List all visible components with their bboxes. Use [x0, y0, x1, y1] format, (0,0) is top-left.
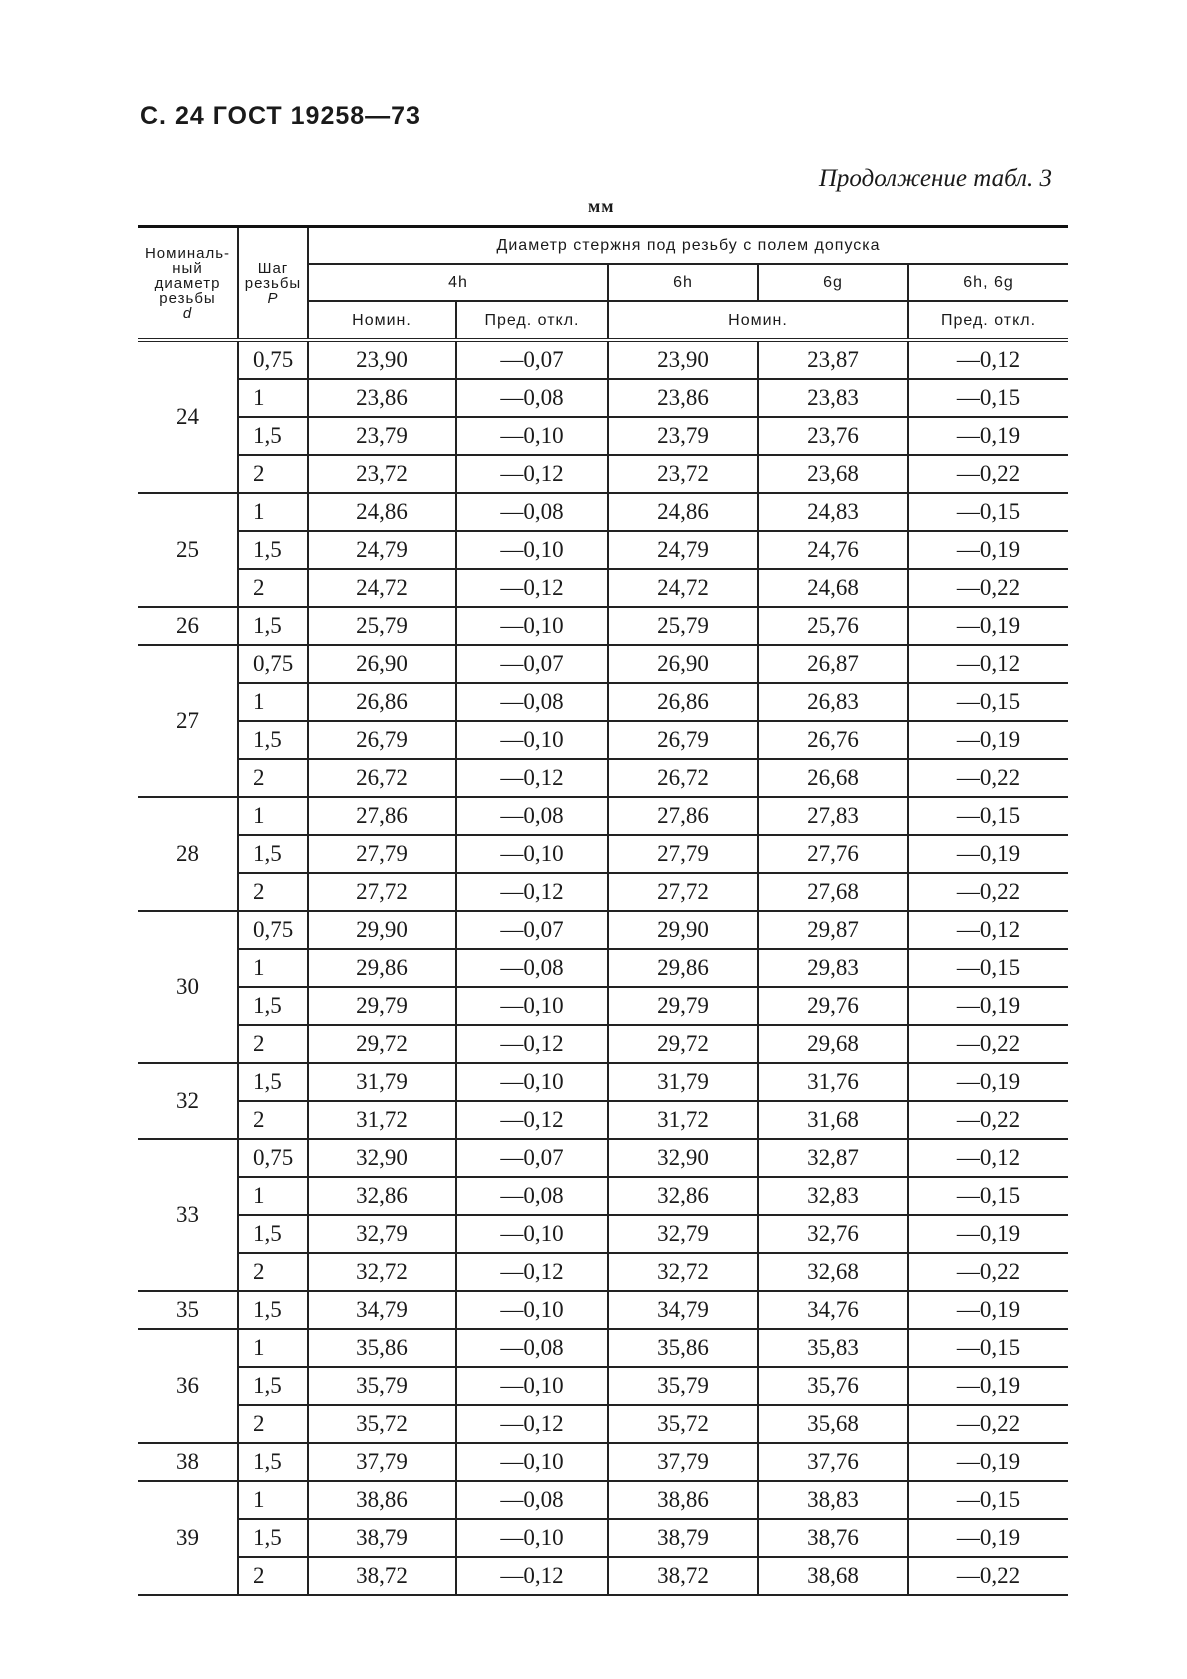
cell-nomin-6h: 35,86 [608, 1329, 758, 1367]
cell-nomin-6g: 34,76 [758, 1291, 908, 1329]
cell-nomin-6g: 32,68 [758, 1253, 908, 1291]
cell-nomin-6h: 26,72 [608, 759, 758, 797]
cell-nomin-6h: 23,86 [608, 379, 758, 417]
cell-pitch: 0,75 [238, 911, 308, 949]
thread-diameter-table-wrap [138, 225, 1068, 1596]
cell-dev-6: —0,22 [908, 759, 1068, 797]
table-row [138, 340, 1068, 379]
header-nominal-diameter-line2: ный [172, 259, 203, 277]
cell-dev-6: —0,19 [908, 1367, 1068, 1405]
header-pitch-symbol: P [267, 289, 279, 307]
header-dev-4h: Пред. откл. [456, 301, 608, 340]
cell-nomin-6h: 32,86 [608, 1177, 758, 1215]
header-nominal-diameter-line3: диаметр [154, 274, 221, 292]
cell-dev-6: —0,19 [908, 531, 1068, 569]
cell-pitch: 1,5 [238, 1291, 308, 1329]
cell-nomin-6h: 32,79 [608, 1215, 758, 1253]
cell-nomin-4h: 24,86 [308, 493, 456, 531]
cell-nomin-6h: 24,86 [608, 493, 758, 531]
cell-dev-6: —0,22 [908, 1101, 1068, 1139]
cell-dev-4h: —0,12 [456, 873, 608, 911]
cell-dev-4h: —0,07 [456, 340, 608, 379]
cell-nomin-4h: 23,79 [308, 417, 456, 455]
cell-nomin-4h: 27,86 [308, 797, 456, 835]
cell-nomin-6g: 26,83 [758, 683, 908, 721]
cell-nomin-6h: 27,79 [608, 835, 758, 873]
header-nomin-6h-6g: Номин. [608, 301, 908, 340]
cell-nominal-diameter: 26 [138, 607, 238, 645]
thread-diameter-table [138, 225, 1068, 1596]
cell-nomin-6g: 32,76 [758, 1215, 908, 1253]
cell-pitch: 1,5 [238, 1519, 308, 1557]
cell-nominal-diameter: 28 [138, 797, 238, 911]
cell-nomin-6h: 38,79 [608, 1519, 758, 1557]
cell-nomin-4h: 32,79 [308, 1215, 456, 1253]
cell-dev-6: —0,15 [908, 797, 1068, 835]
cell-pitch: 1,5 [238, 1063, 308, 1101]
cell-nomin-4h: 29,79 [308, 987, 456, 1025]
cell-dev-4h: —0,07 [456, 645, 608, 683]
cell-dev-6: —0,15 [908, 379, 1068, 417]
table-row [138, 797, 1068, 835]
cell-dev-4h: —0,08 [456, 683, 608, 721]
cell-nomin-4h: 31,72 [308, 1101, 456, 1139]
cell-dev-6: —0,19 [908, 1519, 1068, 1557]
cell-dev-4h: —0,08 [456, 379, 608, 417]
cell-dev-4h: —0,10 [456, 1291, 608, 1329]
cell-dev-4h: —0,12 [456, 759, 608, 797]
cell-dev-6: —0,19 [908, 607, 1068, 645]
cell-nomin-4h: 23,86 [308, 379, 456, 417]
cell-nomin-4h: 24,72 [308, 569, 456, 607]
cell-nomin-6g: 35,83 [758, 1329, 908, 1367]
cell-nomin-6h: 32,90 [608, 1139, 758, 1177]
cell-dev-4h: —0,10 [456, 1519, 608, 1557]
cell-pitch: 0,75 [238, 340, 308, 379]
cell-pitch: 1,5 [238, 1215, 308, 1253]
cell-dev-6: —0,15 [908, 949, 1068, 987]
cell-dev-4h: —0,10 [456, 1215, 608, 1253]
header-pitch-line2: резьбы [244, 274, 302, 292]
cell-nomin-6h: 26,79 [608, 721, 758, 759]
cell-nomin-6g: 24,68 [758, 569, 908, 607]
cell-pitch: 1 [238, 683, 308, 721]
cell-nomin-6g: 25,76 [758, 607, 908, 645]
cell-nomin-4h: 35,72 [308, 1405, 456, 1443]
cell-dev-6: —0,19 [908, 721, 1068, 759]
cell-pitch: 1,5 [238, 417, 308, 455]
cell-nomin-6g: 23,76 [758, 417, 908, 455]
cell-dev-4h: —0,08 [456, 1481, 608, 1519]
cell-nomin-6g: 32,87 [758, 1139, 908, 1177]
cell-dev-6: —0,19 [908, 417, 1068, 455]
cell-dev-6: —0,22 [908, 1557, 1068, 1595]
cell-nominal-diameter: 27 [138, 645, 238, 797]
cell-nomin-6h: 23,72 [608, 455, 758, 493]
cell-nomin-6g: 24,76 [758, 531, 908, 569]
cell-nomin-6h: 26,90 [608, 645, 758, 683]
cell-pitch: 1,5 [238, 721, 308, 759]
cell-pitch: 2 [238, 759, 308, 797]
cell-nomin-6h: 32,72 [608, 1253, 758, 1291]
cell-pitch: 2 [238, 1405, 308, 1443]
table-row [138, 1519, 1068, 1557]
table-row [138, 417, 1068, 455]
table-continuation-caption: Продолжение табл. 3 [818, 165, 1052, 192]
cell-nomin-4h: 26,79 [308, 721, 456, 759]
table-row [138, 569, 1068, 607]
cell-nomin-6h: 29,72 [608, 1025, 758, 1063]
cell-dev-4h: —0,12 [456, 455, 608, 493]
cell-dev-6: —0,19 [908, 1443, 1068, 1481]
cell-dev-4h: —0,10 [456, 987, 608, 1025]
cell-dev-4h: —0,10 [456, 531, 608, 569]
cell-dev-4h: —0,12 [456, 569, 608, 607]
table-row [138, 949, 1068, 987]
cell-dev-4h: —0,12 [456, 1025, 608, 1063]
cell-nomin-6g: 24,83 [758, 493, 908, 531]
table-row [138, 1139, 1068, 1177]
cell-nomin-6h: 31,72 [608, 1101, 758, 1139]
cell-dev-6: —0,12 [908, 340, 1068, 379]
header-tol-6h: 6h [608, 264, 758, 301]
cell-nominal-diameter: 39 [138, 1481, 238, 1595]
cell-pitch: 1 [238, 1481, 308, 1519]
cell-nomin-4h: 29,72 [308, 1025, 456, 1063]
cell-nomin-4h: 23,90 [308, 340, 456, 379]
cell-nomin-4h: 38,86 [308, 1481, 456, 1519]
header-tol-6h-6g: 6h, 6g [908, 264, 1068, 301]
cell-nomin-6h: 29,86 [608, 949, 758, 987]
cell-nomin-6g: 35,76 [758, 1367, 908, 1405]
table-row [138, 683, 1068, 721]
cell-nomin-6h: 23,79 [608, 417, 758, 455]
cell-nomin-6g: 31,68 [758, 1101, 908, 1139]
cell-nomin-6h: 37,79 [608, 1443, 758, 1481]
cell-nomin-4h: 32,72 [308, 1253, 456, 1291]
header-pitch-line1: Шаг [257, 259, 289, 277]
cell-dev-4h: —0,10 [456, 1063, 608, 1101]
cell-nomin-6h: 34,79 [608, 1291, 758, 1329]
cell-nomin-4h: 26,86 [308, 683, 456, 721]
cell-nomin-6g: 32,83 [758, 1177, 908, 1215]
cell-dev-6: —0,15 [908, 1481, 1068, 1519]
cell-pitch: 1 [238, 1177, 308, 1215]
cell-pitch: 1,5 [238, 1367, 308, 1405]
cell-nominal-diameter: 25 [138, 493, 238, 607]
table-row [138, 987, 1068, 1025]
cell-dev-4h: —0,08 [456, 949, 608, 987]
cell-pitch: 2 [238, 455, 308, 493]
header-nomin-4h: Номин. [308, 301, 456, 340]
cell-nomin-4h: 23,72 [308, 455, 456, 493]
cell-pitch: 2 [238, 873, 308, 911]
cell-nomin-4h: 37,79 [308, 1443, 456, 1481]
cell-nomin-4h: 32,90 [308, 1139, 456, 1177]
table-row [138, 835, 1068, 873]
cell-pitch: 0,75 [238, 1139, 308, 1177]
cell-dev-4h: —0,10 [456, 607, 608, 645]
cell-nomin-6g: 38,83 [758, 1481, 908, 1519]
cell-nomin-4h: 38,72 [308, 1557, 456, 1595]
cell-nomin-4h: 38,79 [308, 1519, 456, 1557]
header-nominal-diameter-symbol: d [182, 304, 193, 322]
cell-nomin-6g: 29,68 [758, 1025, 908, 1063]
cell-nomin-6g: 23,87 [758, 340, 908, 379]
cell-dev-6: —0,19 [908, 1215, 1068, 1253]
cell-nomin-6g: 31,76 [758, 1063, 908, 1101]
cell-dev-6: —0,22 [908, 569, 1068, 607]
cell-dev-6: —0,15 [908, 493, 1068, 531]
table-row [138, 1063, 1068, 1101]
cell-nomin-4h: 32,86 [308, 1177, 456, 1215]
cell-dev-4h: —0,12 [456, 1405, 608, 1443]
cell-dev-6: —0,19 [908, 987, 1068, 1025]
cell-nomin-6h: 35,79 [608, 1367, 758, 1405]
cell-nomin-6g: 29,76 [758, 987, 908, 1025]
cell-pitch: 2 [238, 1557, 308, 1595]
table-row [138, 1481, 1068, 1519]
cell-nominal-diameter: 24 [138, 340, 238, 493]
cell-nomin-6g: 23,68 [758, 455, 908, 493]
table-row [138, 1291, 1068, 1329]
cell-nomin-4h: 35,86 [308, 1329, 456, 1367]
cell-dev-4h: —0,10 [456, 1443, 608, 1481]
cell-dev-4h: —0,10 [456, 1367, 608, 1405]
cell-pitch: 2 [238, 1025, 308, 1063]
table-row [138, 1025, 1068, 1063]
cell-nomin-6g: 38,68 [758, 1557, 908, 1595]
cell-nomin-4h: 34,79 [308, 1291, 456, 1329]
table-row [138, 1329, 1068, 1367]
cell-nomin-6h: 35,72 [608, 1405, 758, 1443]
cell-dev-6: —0,19 [908, 835, 1068, 873]
cell-dev-6: —0,15 [908, 1329, 1068, 1367]
cell-nomin-4h: 29,86 [308, 949, 456, 987]
cell-nomin-6g: 27,83 [758, 797, 908, 835]
cell-nomin-6h: 38,86 [608, 1481, 758, 1519]
cell-dev-6: —0,22 [908, 1253, 1068, 1291]
cell-pitch: 1,5 [238, 987, 308, 1025]
cell-dev-4h: —0,08 [456, 797, 608, 835]
cell-dev-6: —0,19 [908, 1291, 1068, 1329]
cell-dev-6: —0,12 [908, 911, 1068, 949]
cell-pitch: 1 [238, 797, 308, 835]
table-row [138, 1405, 1068, 1443]
cell-dev-6: —0,12 [908, 1139, 1068, 1177]
cell-nominal-diameter: 32 [138, 1063, 238, 1139]
cell-nominal-diameter: 33 [138, 1139, 238, 1291]
table-row [138, 645, 1068, 683]
cell-nomin-6h: 23,90 [608, 340, 758, 379]
cell-nomin-6g: 26,87 [758, 645, 908, 683]
header-nominal-diameter [138, 227, 238, 341]
cell-dev-4h: —0,07 [456, 911, 608, 949]
table-row [138, 1101, 1068, 1139]
cell-pitch: 1,5 [238, 607, 308, 645]
table-row [138, 759, 1068, 797]
cell-pitch: 1 [238, 493, 308, 531]
cell-nomin-6g: 27,76 [758, 835, 908, 873]
cell-dev-4h: —0,10 [456, 417, 608, 455]
cell-dev-4h: —0,08 [456, 493, 608, 531]
cell-pitch: 1,5 [238, 835, 308, 873]
cell-pitch: 1 [238, 949, 308, 987]
cell-pitch: 2 [238, 1101, 308, 1139]
cell-nomin-6g: 35,68 [758, 1405, 908, 1443]
cell-pitch: 2 [238, 1253, 308, 1291]
table-row [138, 1215, 1068, 1253]
table-row [138, 721, 1068, 759]
table-header [138, 227, 1068, 341]
cell-nomin-6g: 37,76 [758, 1443, 908, 1481]
cell-nominal-diameter: 36 [138, 1329, 238, 1443]
cell-dev-4h: —0,12 [456, 1101, 608, 1139]
cell-nomin-6g: 26,68 [758, 759, 908, 797]
table-row [138, 911, 1068, 949]
table-row [138, 1443, 1068, 1481]
cell-nominal-diameter: 30 [138, 911, 238, 1063]
cell-nomin-4h: 31,79 [308, 1063, 456, 1101]
cell-dev-4h: —0,07 [456, 1139, 608, 1177]
cell-dev-4h: —0,10 [456, 721, 608, 759]
cell-dev-6: —0,22 [908, 455, 1068, 493]
cell-dev-6: —0,19 [908, 1063, 1068, 1101]
table-body [138, 340, 1068, 1595]
cell-dev-4h: —0,08 [456, 1329, 608, 1367]
cell-pitch: 1 [238, 379, 308, 417]
table-row [138, 455, 1068, 493]
header-tol-4h: 4h [308, 264, 608, 301]
cell-nomin-6g: 29,87 [758, 911, 908, 949]
header-group-title: Диаметр стержня под резьбу с полем допуска [308, 227, 1068, 265]
cell-nomin-6g: 23,83 [758, 379, 908, 417]
cell-nomin-6h: 25,79 [608, 607, 758, 645]
cell-dev-6: —0,22 [908, 873, 1068, 911]
table-row [138, 379, 1068, 417]
cell-nomin-4h: 26,72 [308, 759, 456, 797]
cell-pitch: 1,5 [238, 1443, 308, 1481]
cell-nomin-4h: 26,90 [308, 645, 456, 683]
cell-pitch: 2 [238, 569, 308, 607]
table-row [138, 607, 1068, 645]
cell-pitch: 1,5 [238, 531, 308, 569]
cell-nomin-6g: 27,68 [758, 873, 908, 911]
cell-dev-4h: —0,10 [456, 835, 608, 873]
cell-nomin-4h: 27,72 [308, 873, 456, 911]
table-row [138, 1177, 1068, 1215]
cell-dev-6: —0,15 [908, 683, 1068, 721]
table-row [138, 493, 1068, 531]
cell-nomin-6g: 38,76 [758, 1519, 908, 1557]
header-nominal-diameter-line1: Номиналь- [144, 244, 231, 262]
table-row [138, 1557, 1068, 1595]
cell-pitch: 0,75 [238, 645, 308, 683]
table-row [138, 531, 1068, 569]
cell-dev-4h: —0,08 [456, 1177, 608, 1215]
header-dev-6: Пред. откл. [908, 301, 1068, 340]
cell-nomin-6g: 29,83 [758, 949, 908, 987]
cell-nomin-6h: 24,79 [608, 531, 758, 569]
cell-nomin-6h: 31,79 [608, 1063, 758, 1101]
units-label: мм [588, 196, 615, 216]
header-nominal-diameter-line4: резьбы [159, 289, 216, 307]
cell-nomin-6h: 26,86 [608, 683, 758, 721]
header-tol-6g: 6g [758, 264, 908, 301]
table-row [138, 873, 1068, 911]
cell-nominal-diameter: 35 [138, 1291, 238, 1329]
cell-dev-4h: —0,12 [456, 1253, 608, 1291]
table-row [138, 1367, 1068, 1405]
cell-dev-4h: —0,12 [456, 1557, 608, 1595]
cell-nomin-6h: 27,72 [608, 873, 758, 911]
cell-nomin-6h: 27,86 [608, 797, 758, 835]
table-row [138, 1253, 1068, 1291]
cell-nomin-4h: 27,79 [308, 835, 456, 873]
cell-nomin-4h: 25,79 [308, 607, 456, 645]
cell-dev-6: —0,12 [908, 645, 1068, 683]
cell-dev-6: —0,22 [908, 1025, 1068, 1063]
cell-nomin-6h: 29,79 [608, 987, 758, 1025]
cell-nomin-4h: 29,90 [308, 911, 456, 949]
page-title: С. 24 ГОСТ 19258—73 [140, 102, 421, 130]
cell-dev-6: —0,15 [908, 1177, 1068, 1215]
cell-nomin-6g: 26,76 [758, 721, 908, 759]
cell-nomin-4h: 24,79 [308, 531, 456, 569]
cell-nominal-diameter: 38 [138, 1443, 238, 1481]
cell-nomin-6h: 24,72 [608, 569, 758, 607]
cell-nomin-6h: 38,72 [608, 1557, 758, 1595]
header-pitch [238, 227, 308, 341]
cell-nomin-4h: 35,79 [308, 1367, 456, 1405]
cell-pitch: 1 [238, 1329, 308, 1367]
cell-dev-6: —0,22 [908, 1405, 1068, 1443]
cell-nomin-6h: 29,90 [608, 911, 758, 949]
